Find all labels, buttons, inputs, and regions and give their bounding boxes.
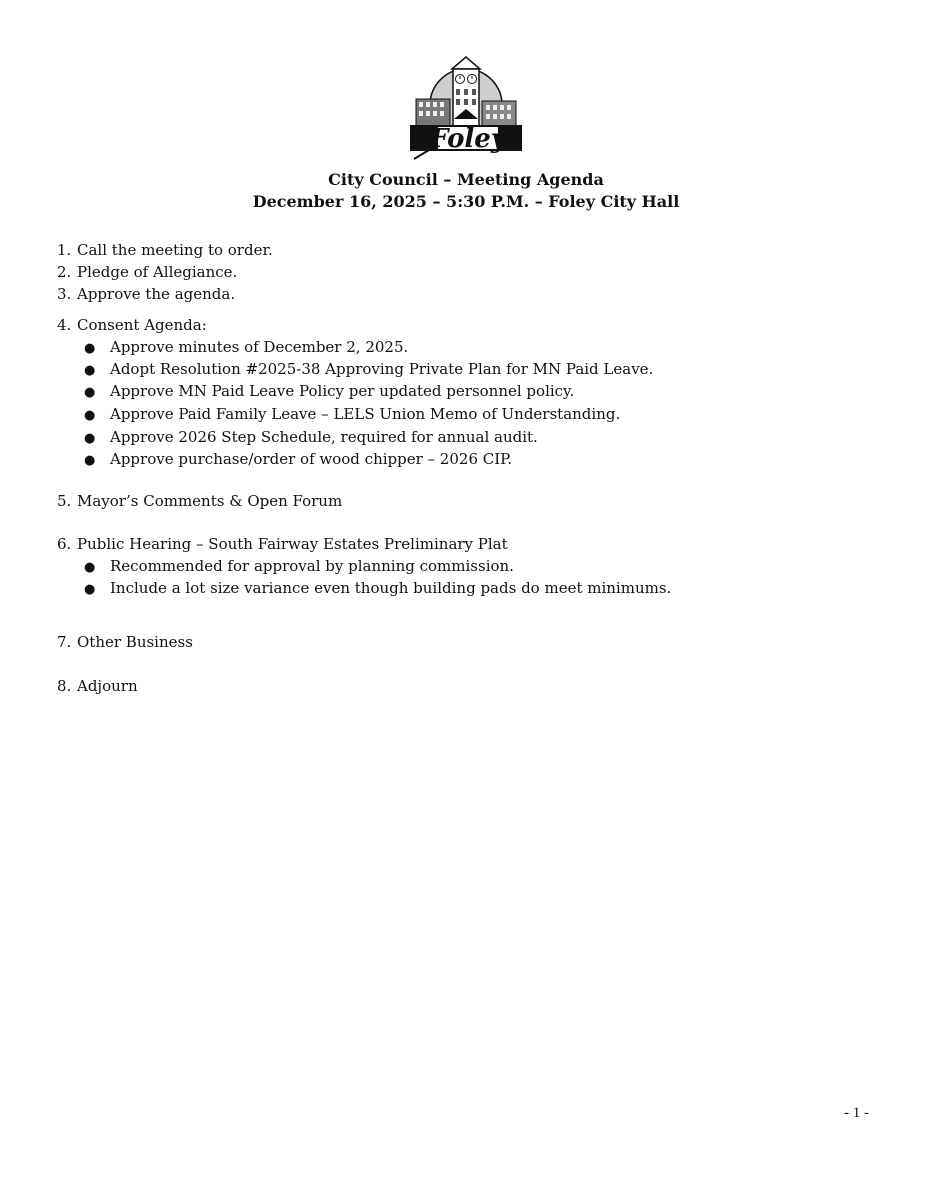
page-number: - 1 -: [844, 1105, 869, 1121]
agenda-item-5: 5. Mayor’s Comments & Open Forum: [57, 492, 343, 510]
logo-wordmark: Foley: [430, 124, 506, 154]
consent-bullet: ● Approve minutes of December 2, 2025.: [84, 338, 409, 356]
consent-bullet: ● Approve 2026 Step Schedule, required for annual audit.: [84, 428, 538, 446]
agenda-item-7: 7. Other Business: [57, 633, 193, 651]
consent-bullet: ● Approve purchase/order of wood chipper – 2026 CIP.: [84, 450, 512, 468]
agenda-item-4: 4. Consent Agenda:: [57, 316, 207, 334]
agenda-item-8: 8. Adjourn: [57, 677, 138, 695]
consent-bullet: ● Approve Paid Family Leave – LELS Union Memo of Understanding.: [84, 405, 621, 423]
hearing-bullet: ● Recommended for approval by planning commission.: [84, 557, 514, 575]
foley-city-logo: [408, 55, 524, 167]
agenda-item-3: 3. Approve the agenda.: [57, 285, 236, 303]
agenda-item-1: 1. Call the meeting to order.: [57, 241, 273, 259]
meeting-date-location: December 16, 2025 – 5:30 P.M. – Foley City Hall: [252, 192, 680, 211]
hearing-bullet: ● Include a lot size variance even though building pads do meet minimums.: [84, 579, 672, 597]
page-title: City Council – Meeting Agenda: [328, 170, 604, 189]
consent-bullet: ● Adopt Resolution #2025-38 Approving Private Plan for MN Paid Leave.: [84, 360, 654, 378]
agenda-item-6: 6. Public Hearing – South Fairway Estates Preliminary Plat: [57, 535, 508, 553]
consent-bullet: ● Approve MN Paid Leave Policy per updated personnel policy.: [84, 382, 575, 400]
agenda-item-2: 2. Pledge of Allegiance.: [57, 263, 238, 281]
